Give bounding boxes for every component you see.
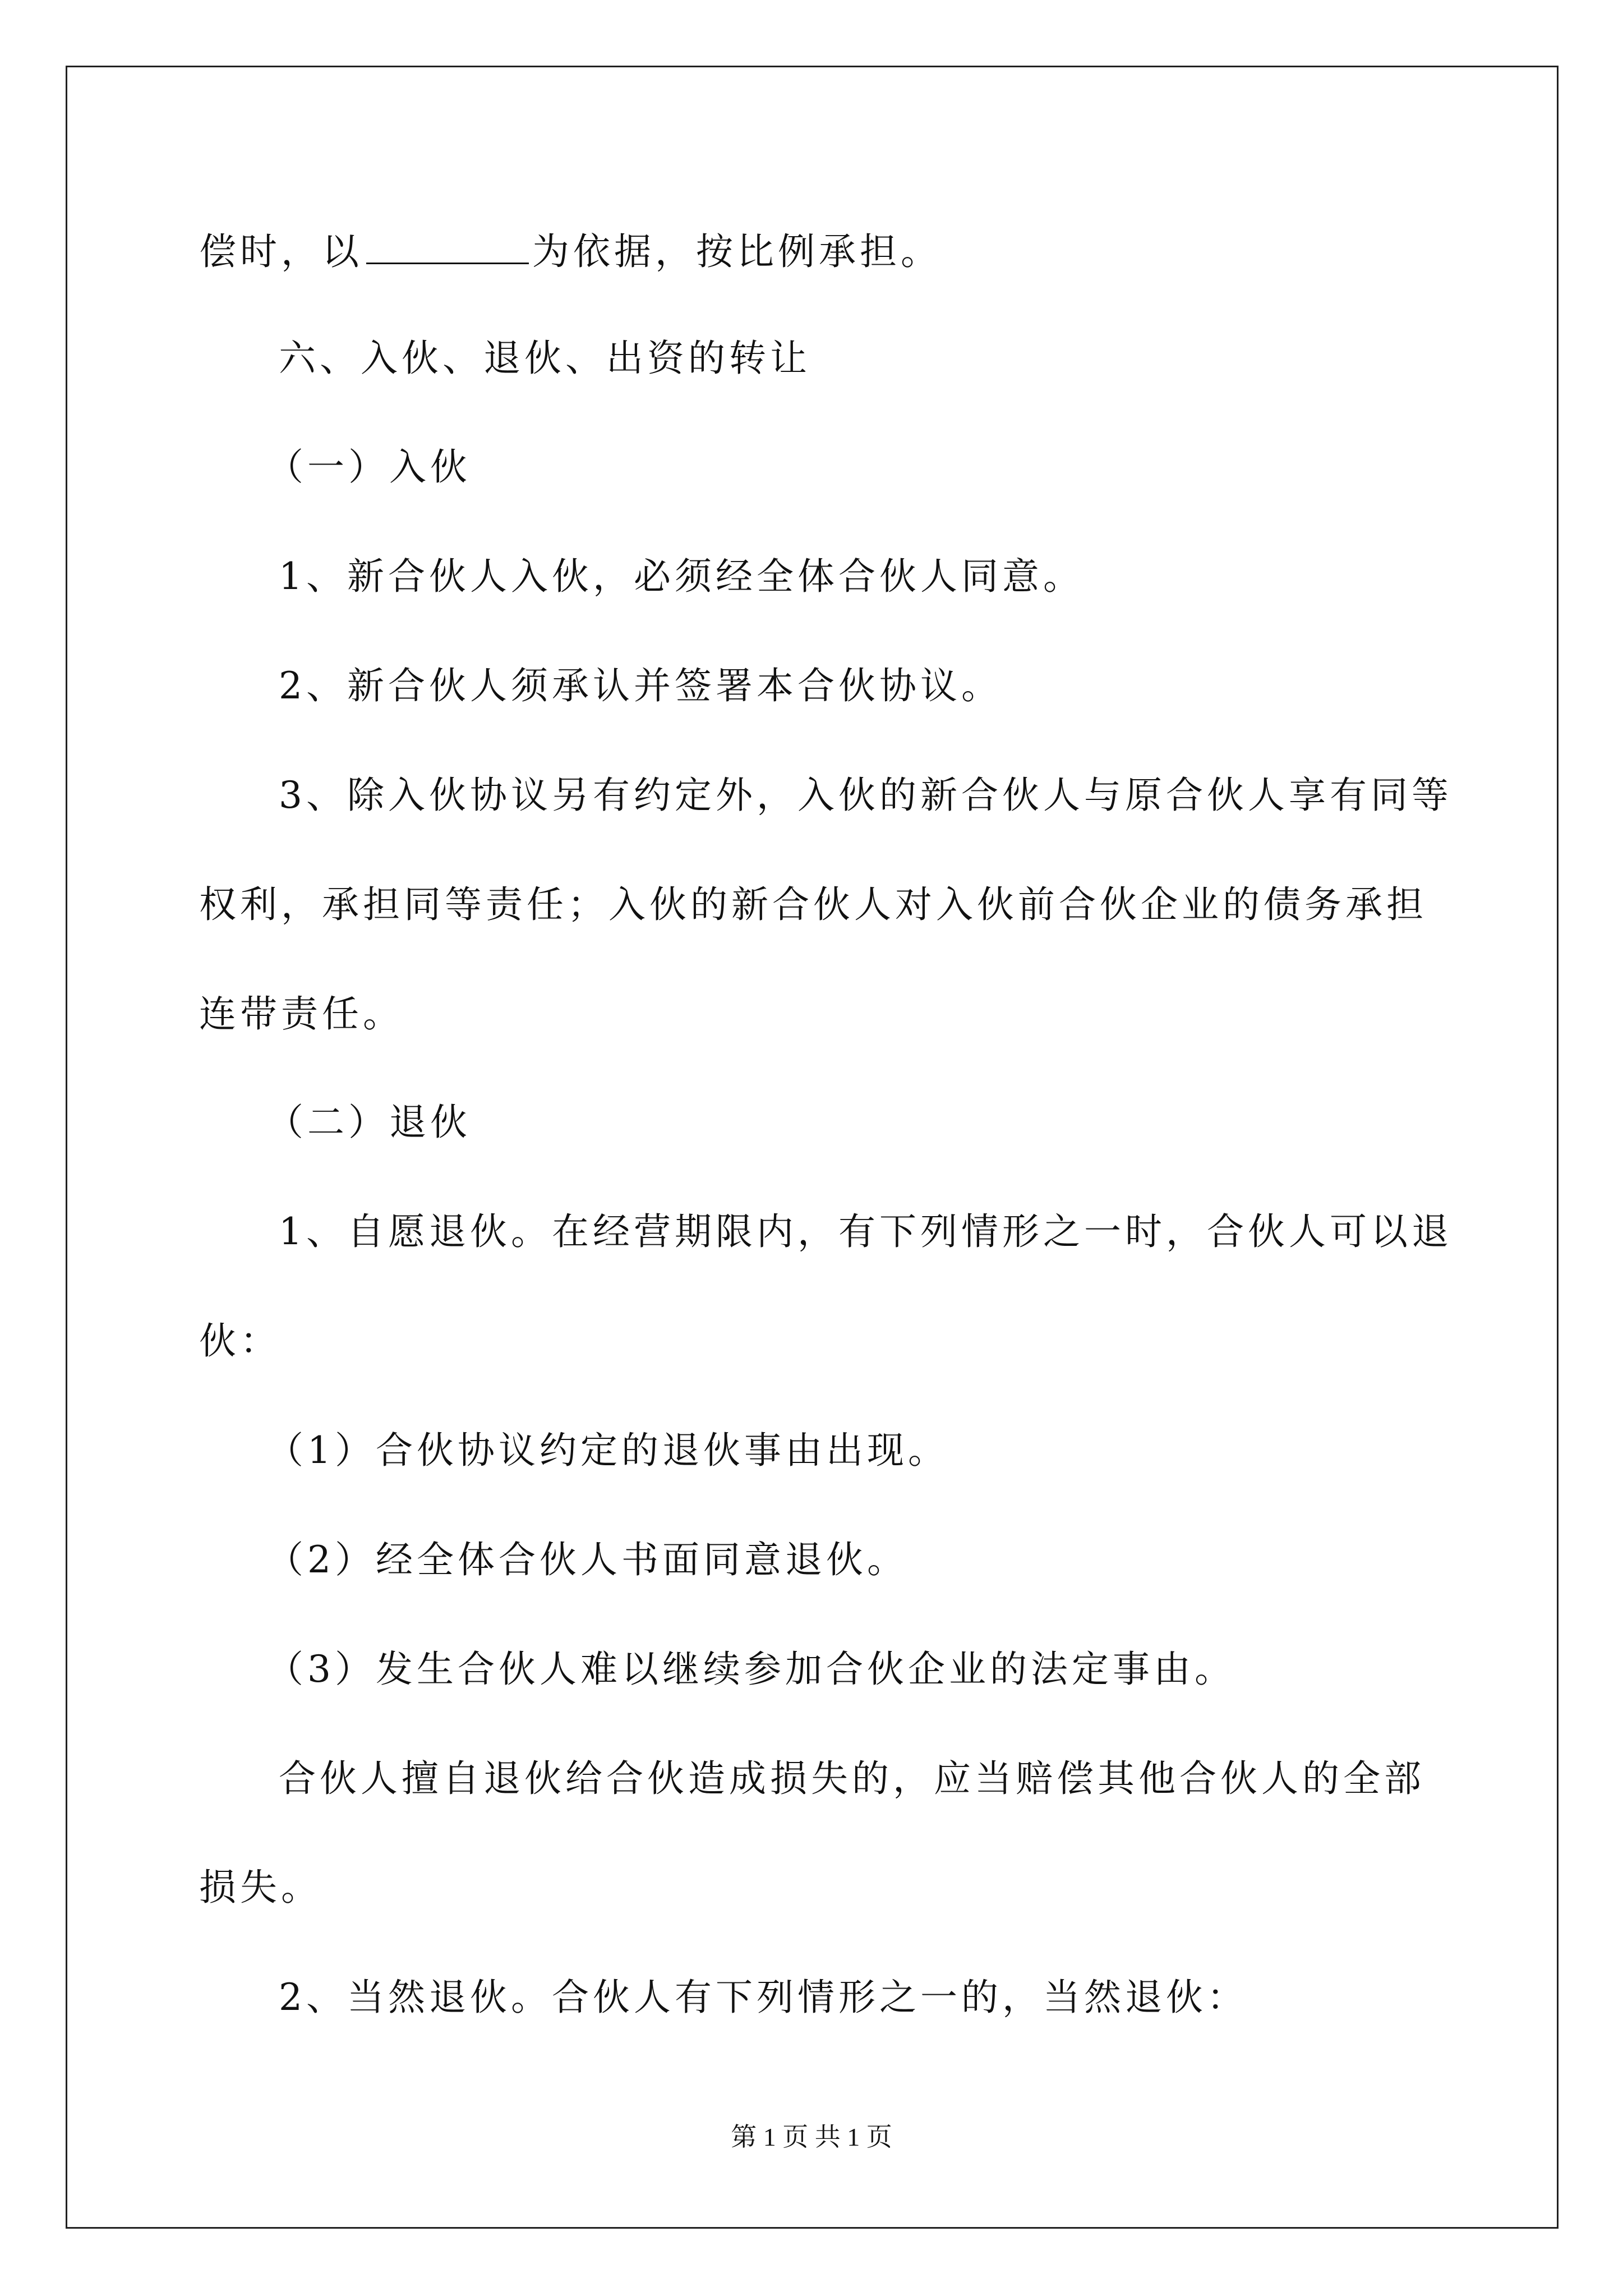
paragraph-line: 连带责任。 — [199, 992, 404, 1036]
list-item: （2）经全体合伙人书面同意退伙。 — [266, 1538, 908, 1581]
paragraph-line: 2、当然退伙。合伙人有下列情形之一的，当然退伙： — [279, 1976, 1248, 2019]
paragraph-line: 1、自愿退伙。在经营期限内，有下列情形之一时，合伙人可以退 — [279, 1210, 1453, 1253]
text-before-blank: 偿时，以 — [199, 230, 363, 273]
paragraph-line: 损失。 — [199, 1866, 322, 1909]
subsection-heading: （二）退伙 — [266, 1101, 471, 1144]
section-heading: 六、入伙、退伙、出资的转让 — [279, 337, 811, 380]
subsection-heading: （一）入伙 — [266, 445, 471, 489]
list-item: （3）发生合伙人难以继续参加合伙企业的法定事由。 — [266, 1648, 1235, 1691]
text-after-blank: 为依据，按比例承担。 — [532, 230, 942, 273]
fill-in-blank — [366, 230, 529, 264]
paragraph-line: 合伙人擅自退伙给合伙造成损失的，应当赔偿其他合伙人的全部 — [279, 1757, 1425, 1800]
paragraph-line: 伙： — [199, 1319, 281, 1363]
paragraph-line: 3、除入伙协议另有约定外，入伙的新合伙人与原合伙人享有同等 — [279, 774, 1453, 817]
list-item: （1）合伙协议约定的退伙事由出现。 — [266, 1429, 949, 1472]
paragraph-line: 权利，承担同等责任；入伙的新合伙人对入伙前合伙企业的债务承担 — [199, 883, 1427, 926]
paragraph-line: 2、新合伙人须承认并签署本合伙协议。 — [279, 664, 1002, 707]
page-number-footer: 第 1 页 共 1 页 — [731, 2123, 892, 2151]
paragraph-line: 1、新合伙人入伙，必须经全体合伙人同意。 — [279, 555, 1084, 598]
paragraph-line — [199, 230, 942, 273]
